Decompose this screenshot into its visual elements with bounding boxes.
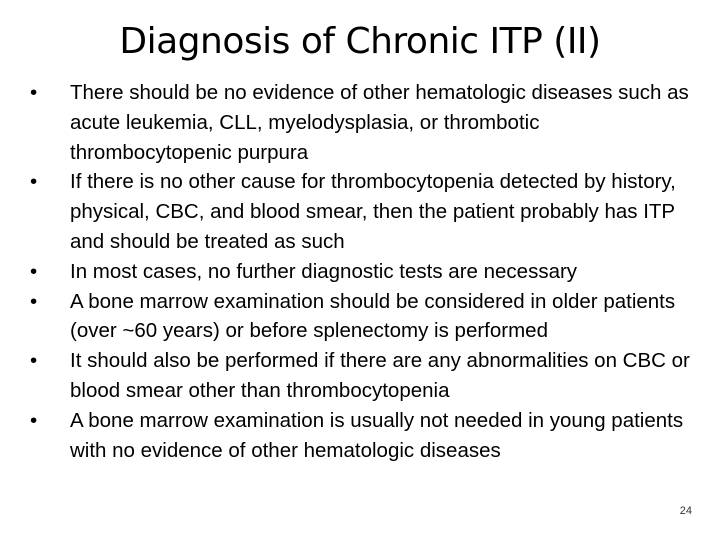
slide-title: Diagnosis of Chronic ITP (II): [119, 21, 601, 62]
bullet-dot: •: [30, 170, 38, 194]
bullet-text: It should also be performed if there are any abnormalities on CBC or blood smear other than thrombocytopenia: [70, 349, 690, 402]
bullet-dot: •: [30, 289, 38, 313]
bullet-text: If there is no other cause for thrombocytopenia detected by history, physical, CBC, and blood smear, then the patient probably has ITP and should be treated as such: [70, 170, 676, 253]
bullet-item: [30, 287, 690, 347]
bullet-text: A bone marrow examination should be considered in older patients (over ~60 years) or before splenectomy is performed: [70, 289, 676, 343]
bullet-item: [30, 406, 690, 466]
bullet-item: [30, 78, 690, 167]
bullet-item: [30, 257, 690, 287]
bullet-text: A bone marrow examination is usually not needed in young patients with no evidence of other hematologic diseases: [70, 408, 684, 462]
page-number: 24: [679, 505, 692, 517]
bullet-dot: •: [30, 408, 38, 432]
bullet-text: In most cases, no further diagnostic tests are necessary: [70, 259, 578, 283]
bullet-text: There should be no evidence of other hematologic diseases such as acute leukemia, CLL, myelodysplasia, or thrombotic thrombocytopenic purpura: [70, 81, 689, 164]
bullet-dot: •: [30, 349, 38, 373]
bullet-list: [30, 78, 690, 465]
bullet-item: [30, 167, 690, 256]
bullet-dot: •: [30, 81, 38, 104]
bullet-dot: •: [30, 259, 38, 283]
bullet-item: [30, 346, 690, 406]
